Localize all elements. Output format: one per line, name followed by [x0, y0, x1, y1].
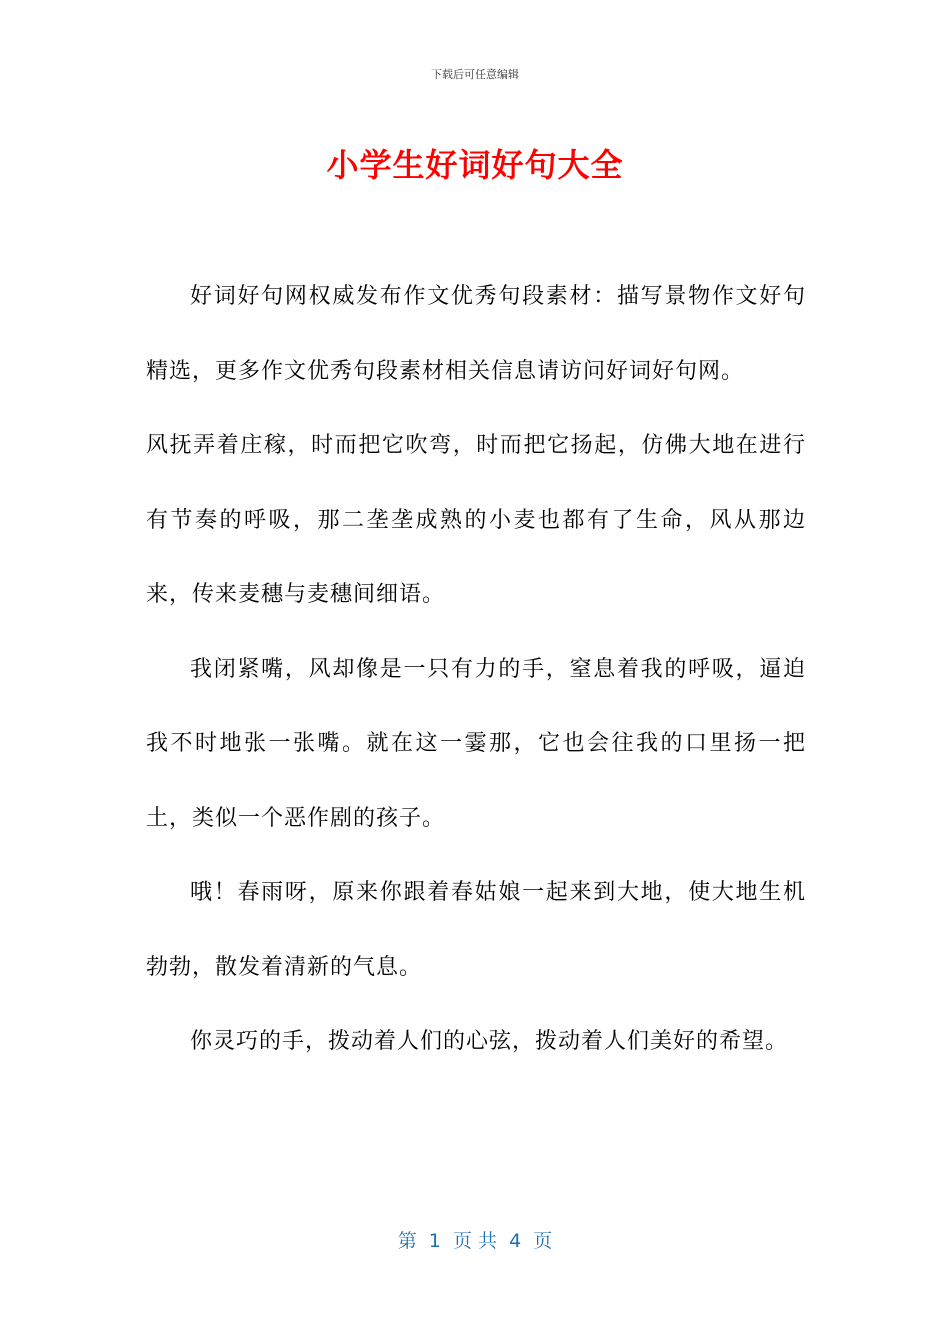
- paragraph-intro: 好词好句网权威发布作文优秀句段素材：描写景物作文好句精选，更多作文优秀句段素材相关信息请访问好词好句网。: [146, 284, 806, 384]
- header-note: 下载后可任意编辑: [431, 68, 519, 81]
- document-body: [146, 260, 806, 1080]
- paragraph-wind-crops: 风抚弄着庄稼，时而把它吹弯，时而把它扬起，仿佛大地在进行有节奏的呼吸，那二垄垄成熟的小麦也都有了生命，风从那边来，传来麦穗与麦穗间细语。: [146, 433, 806, 607]
- paragraph-spring-rain: 哦！春雨呀，原来你跟着春姑娘一起来到大地，使大地生机勃勃，散发着清新的气息。: [146, 880, 806, 980]
- paragraph-wind-hand: 我闭紧嘴，风却像是一只有力的手，窒息着我的呼吸，逼迫我不时地张一张嘴。就在这一霎那，它也会往我的口里扬一把土，类似一个恶作剧的孩子。: [146, 656, 806, 831]
- document-title: 小学生好词好句大全: [326, 146, 624, 184]
- page-number-footer: 第 1 页 共 4 页: [397, 1230, 553, 1252]
- paragraph-heartstrings: 你灵巧的手，拨动着人们的心弦，拨动着人们美好的希望。: [190, 1029, 789, 1054]
